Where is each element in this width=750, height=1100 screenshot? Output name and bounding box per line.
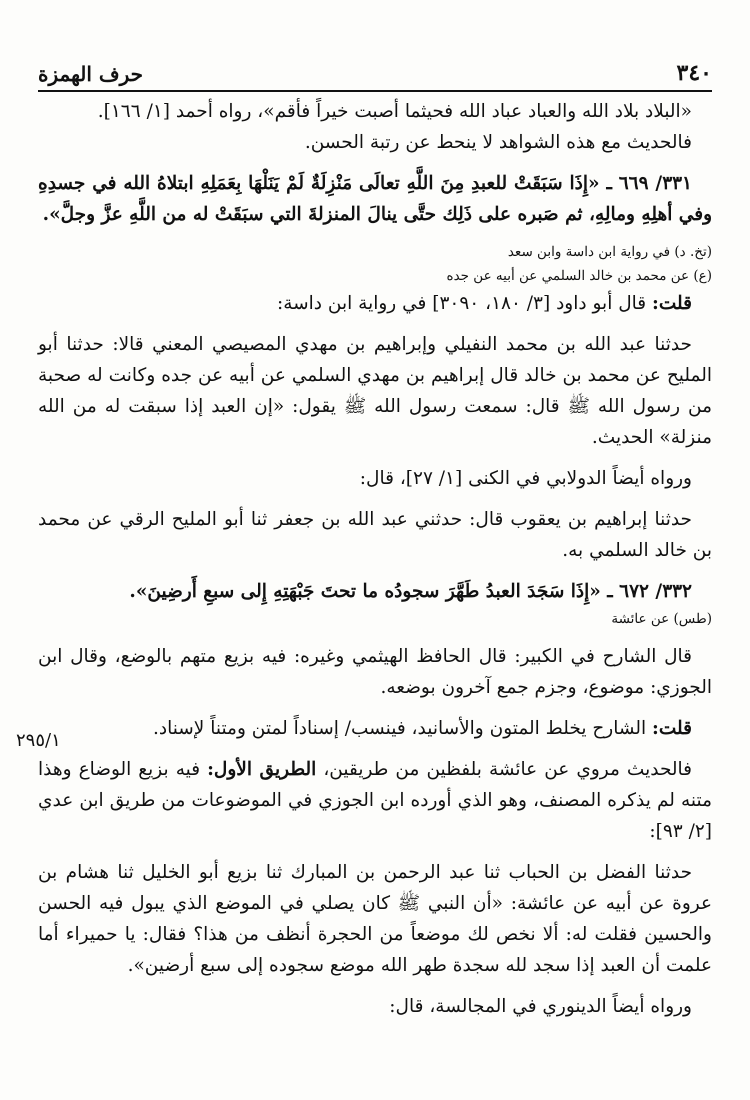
hadith-669: ٣٣١/ ٦٦٩ ـ «إِذَا سَبَقَتْ للعبدِ مِنَ اللَّهِ تعالَى مَنْزِلَةٌ لَمْ يَنَلْهَا بِعَمَلِهِ ابتلاهُ الله في جسدِهِ وفي أهلِهِ ومالِهِ، ثم صَبره على ذَلِك حتَّى ينالَ المنزلةَ التي سبَقَتْ له من اللَّهِ عزَّ وجلَّ».: [38, 173, 712, 225]
paragraph: [38, 713, 712, 744]
chapter-title: حرف الهمزة: [38, 62, 144, 86]
paragraph: حدثنا الفضل بن الحباب ثنا عبد الرحمن بن المبارك ثنا بزيع أبو الخليل ثنا هشام بن عروة عن أبيه عن عائشة: «أن النبي ﷺ كان يصلي في الموضع الذي يبول فيه الحسن والحسين فقلت له: ألا نخص لك موضعاً من الحجرة أنظف من هذا؟ فقال: يا حميراء أما علمت أن العبد إذا سجد لله سجدة طهر الله موضع سجوده إلى سبع أرضين».: [38, 862, 712, 976]
margin-page-marker: ٢٩٥/١: [16, 730, 61, 751]
qult-label: قلت:: [652, 718, 692, 739]
hadith-672: ٣٣٢/ ٦٧٢ ـ «إِذَا سَجَدَ العبدُ طَهَّرَ سجودُه ما تحتَ جَبْهَتِهِ إِلى سبعِ أَرضِينَ».: [129, 581, 692, 602]
paragraph-text: فيه بزيع الوضاع وهذا متنه لم يذكره المصنف، وهو الذي أورده ابن الجوزي في الموضوعات من طريق ابن عدي [٢/ ٩٣]:: [38, 759, 712, 842]
paragraph: حدثنا عبد الله بن محمد النفيلي وإبراهيم بن مهدي المصيصي المعني قالا: حدثنا أبو المليح عن محمد بن خالد قال إبراهيم بن مهدي السلمي عن أبيه عن جده وكانت له صحبة من رسول الله ﷺ قال: سمعت رسول الله ﷺ يقول: «إن العبد إذا سبقت له من الله منزلة» الحديث.: [38, 334, 712, 448]
paragraph: «البلاد بلاد الله والعباد عباد الله فحيثما أصبت خيراً فأقم»، رواه أحمد [١/ ١٦٦].: [97, 101, 692, 122]
first-path-label: الطريق الأول:: [207, 759, 317, 780]
paragraph-text: قال أبو داود [٣/ ١٨٠، ٣٠٩٠] في رواية ابن داسة:: [277, 293, 653, 314]
page-header: [38, 52, 712, 92]
paragraph: حدثنا إبراهيم بن يعقوب قال: حدثني عبد الله بن جعفر ثنا أبو المليح الرقي عن محمد بن خالد السلمي به.: [38, 509, 712, 561]
paragraph: [38, 288, 712, 319]
paragraph: ورواه أيضاً الدينوري في المجالسة، قال:: [389, 996, 692, 1017]
source-note: (طس) عن عائشة: [611, 611, 712, 627]
page-body: [38, 96, 712, 1022]
page-number: ٣٤٠: [676, 60, 712, 86]
qult-label: قلت:: [652, 293, 692, 314]
paragraph: فالحديث مع هذه الشواهد لا ينحط عن رتبة الحسن.: [304, 132, 692, 153]
source-note: (ع) عن محمد بن خالد السلمي عن أبيه عن جده: [446, 268, 712, 284]
paragraph: ورواه أيضاً الدولابي في الكنى [١/ ٢٧]، قال:: [359, 468, 692, 489]
paragraph: [38, 754, 712, 847]
paragraph: قال الشارح في الكبير: قال الحافظ الهيثمي وغيره: فيه بزيع متهم بالوضع، وقال ابن الجوزي: موضوع، وجزم جمع آخرون بوضعه.: [38, 646, 712, 698]
paragraph-text: الشارح يخلط المتون والأسانيد، فينسب/ إسناداً لمتن ومتناً لإسناد.: [152, 718, 653, 739]
paragraph-text: فالحديث مروي عن عائشة بلفظين من طريقين،: [316, 759, 693, 780]
source-note: (تخ. د) في رواية ابن داسة وابن سعد: [507, 244, 712, 260]
